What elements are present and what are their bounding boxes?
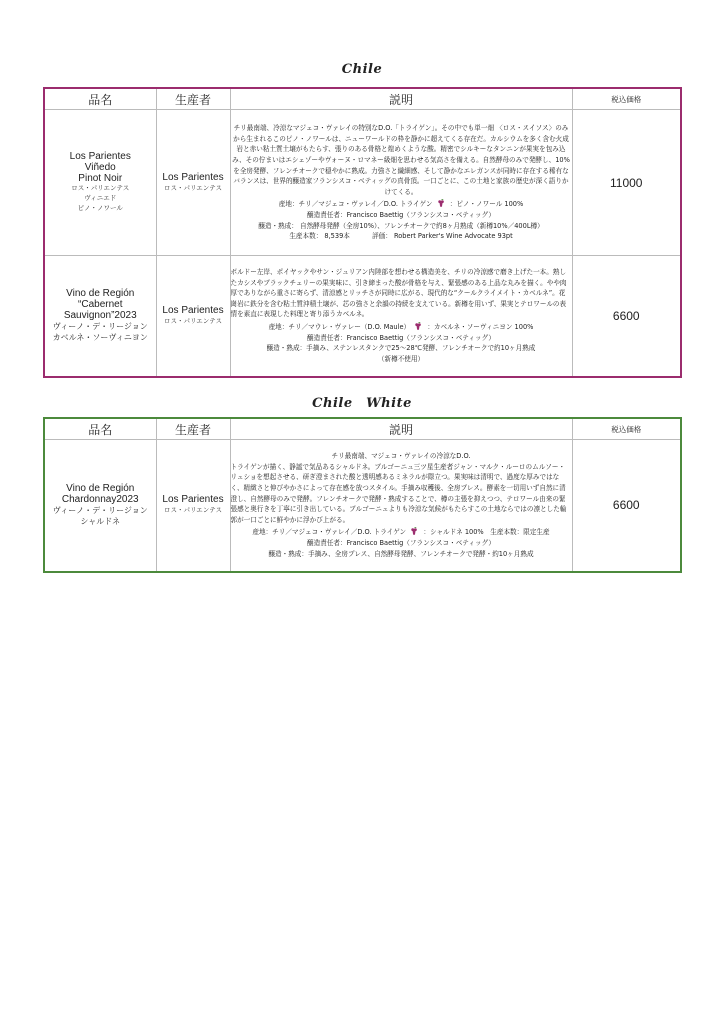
description-text: チリ最南端、冷涼なマジェコ・ヴァレイの特別なD.O.「トライゲン」。その中でも単一畑 〈ロス・スイソス〉のみから生まれるこのピノ・ノワールは、ニューワールドの枠を静かに超えてくる存在だ。カルシウムを多く含む火成岩と赤い粘土質土壌がもたらす、張りのある骨格と煌めくような酸。精密でシルキーなタンニンが果実を包み込み、その佇まいはエシェゾーやヴォーヌ・ロマネー級畑を思わせる気高さを備える。自然酵母のみで発酵し、10%を全房発酵、フレンチオークで穏やかに熟成。力強さと繊細感、そして静かなエレガンスが同時に存在する稀有なバランスは、世界的醸造家フランシスコ・ベティッグの真骨頂。一口ごとに、この土地と家族の歴史が深く語りかけてくる。 xyxy=(232,124,570,196)
wine-name-kana: カベルネ・ソーヴィニヨン xyxy=(52,333,148,343)
origin-text: 産地：チリ／マウレ・ヴァレー（D.O. Maule） xyxy=(268,323,411,332)
description-cell xyxy=(230,256,572,377)
wine-name-line: Sauvignon”2023 xyxy=(63,310,137,322)
origin-line xyxy=(231,322,572,333)
description-head: チリ最南端、マジェコ・ヴァレイの冷涼なD.O. xyxy=(331,452,471,461)
producer-name: Los Parientes xyxy=(162,171,224,183)
wine-name-kana: ロス・パリエンテス xyxy=(71,185,130,192)
wine-name-line: “Cabernet xyxy=(78,299,123,311)
winemaker-line: 醸造責任者：Francisco Baettig（フランシスコ・ベティッグ） xyxy=(307,539,495,548)
origin-text: 産地：チリ／マジェコ・ヴァレイ／D.O. トライゲン xyxy=(252,528,407,537)
description-cell xyxy=(230,110,572,256)
wine-name-line: Vino de Región xyxy=(66,483,135,495)
vinification-line: 醸造・熟成：手摘み、ステンレスタンクで25〜28℃発酵、フレンチオークで約10ヶ月熟成 xyxy=(266,344,536,353)
origin-line xyxy=(231,527,572,538)
grape-icon xyxy=(437,199,446,207)
header-price: 税込価格 xyxy=(572,418,681,440)
price-cell: 11000 xyxy=(572,110,681,256)
header-description: 説明 xyxy=(230,88,572,110)
vinification-line: 醸造・熟成：手摘み、全房プレス、自然酵母発酵、フレンチオークで発酵・約10ヶ月熟成 xyxy=(268,549,534,558)
table-header-row xyxy=(44,418,681,440)
producer-cell xyxy=(156,440,230,572)
wine-name-line: Pinot Noir xyxy=(78,173,123,184)
production-text: 生産本数： 8,539本 xyxy=(289,232,350,241)
header-name: 品名 xyxy=(44,88,156,110)
production-rating-line xyxy=(231,231,572,242)
wine-name-kana: ピノ・ノワール xyxy=(77,205,123,212)
header-price: 税込価格 xyxy=(572,88,681,110)
header-description: 説明 xyxy=(230,418,572,440)
description-cell xyxy=(230,440,572,572)
origin-line xyxy=(231,199,572,210)
header-name: 品名 xyxy=(44,418,156,440)
vinification-line: 醸造・熟成： 自然酵母発酵（全房10%）、フレンチオークで約8ヶ月熟成（新樽10%／400L樽） xyxy=(258,221,544,230)
grape-text: ：カベルネ・ソーヴィニヨン 100% xyxy=(427,323,534,332)
origin-text: 産地：チリ／マジェコ・ヴァレイ／D.O. トライゲン xyxy=(278,200,433,209)
price-cell: 6600 xyxy=(572,256,681,377)
vinification-note: （新樽不使用） xyxy=(377,354,425,363)
grape-text: ：シャルドネ 100% 生産本数：限定生産 xyxy=(423,528,550,537)
white-wine-table xyxy=(43,417,682,573)
wine-name-kana: ヴィーノ・デ・リージョン xyxy=(52,322,148,332)
table-row xyxy=(44,440,681,572)
producer-kana: ロス・パリエンテス xyxy=(163,507,223,515)
winemaker-line: 醸造責任者：Francisco Baettig（フランシスコ・ベティッグ） xyxy=(307,210,495,219)
header-producer: 生産者 xyxy=(156,418,230,440)
table-row xyxy=(44,256,681,377)
table-row xyxy=(44,110,681,256)
rating-text: 評価： Robert Parker's Wine Advocate 93pt xyxy=(372,232,513,241)
wine-name-kana: ヴィーノ・デ・リージョン xyxy=(52,506,148,516)
description-text: トライゲンが描く、静謐で気品あるシャルドネ。ブルゴーニュ三ツ星生産者ジャン・マルク・ルーロのムルソー・リュショを想起させる、研ぎ澄まされた酸と透明感あるミネラルが際立つ。果実味は清明で、過度な厚みではなく、精緻さと伸びやかさによって存在感を放つスタイル。手摘み収穫後、全房プレス。酵素を一切用いず自然に清澄し、自然酵母のみで発酵。フレンチオークで発酵・熟成することで、樽の主張を抑えつつ、テロワール由来の緊張感と奥行きを丁寧に引き出している。ブルゴーニュよりも冷涼な気候がもたらすこの土地ならではの凛とした輪郭が一口ごとに鮮やかに浮かび上がる。 xyxy=(230,462,567,524)
wine-name-cell xyxy=(44,440,156,572)
producer-name: Los Parientes xyxy=(162,304,224,316)
table-header-row xyxy=(44,88,681,110)
wine-name-kana: シャルドネ xyxy=(80,517,121,527)
producer-cell xyxy=(156,110,230,256)
wine-name-line: Viñedo xyxy=(84,162,116,173)
header-producer: 生産者 xyxy=(156,88,230,110)
red-wine-table xyxy=(43,87,682,378)
description-text: ボルドー左岸、ポイヤックやサン・ジュリアン内陸部を想わせる構造美を、チリの冷涼感で磨き上げた一本。熟したカシスやブラックチェリーの果実味に、引き締まった酸が骨格を与え、緊張感のある上品な丸みを描く。やや肉厚でありながら重さに寄らず、清涼感とリッチさが同時に広がる、現代的な“クールクライメイト・カベルネ”。花崗岩に鉄分を含む粘土質沖積土壌が、芯の強さと余韻の持続を支えている。新樽を用いず、果実とテロワールの表情を素直に表現した料理と寄り添うカベルネ。 xyxy=(230,268,567,319)
producer-kana: ロス・パリエンテス xyxy=(163,184,223,192)
producer-name: Los Parientes xyxy=(162,494,224,506)
winemaker-line: 醸造責任者：Francisco Baettig（フランシスコ・ベティッグ） xyxy=(307,333,495,342)
section-title-white: Chile White xyxy=(312,396,412,411)
grape-icon xyxy=(410,527,419,535)
grape-icon xyxy=(414,322,423,330)
wine-name-line: Los Parientes xyxy=(69,151,131,162)
producer-cell xyxy=(156,256,230,377)
wine-name-kana: ヴィニエド xyxy=(84,195,117,202)
price-cell: 6600 xyxy=(572,440,681,572)
wine-name-line: Chardonnay2023 xyxy=(61,494,139,506)
wine-name-cell xyxy=(44,256,156,377)
wine-name-cell xyxy=(44,110,156,256)
wine-name-line: Vino de Región xyxy=(66,288,135,300)
section-title-red: Chile xyxy=(341,62,383,77)
grape-text: ：ピノ・ノワール 100% xyxy=(449,200,524,209)
producer-kana: ロス・パリエンテス xyxy=(163,317,223,325)
